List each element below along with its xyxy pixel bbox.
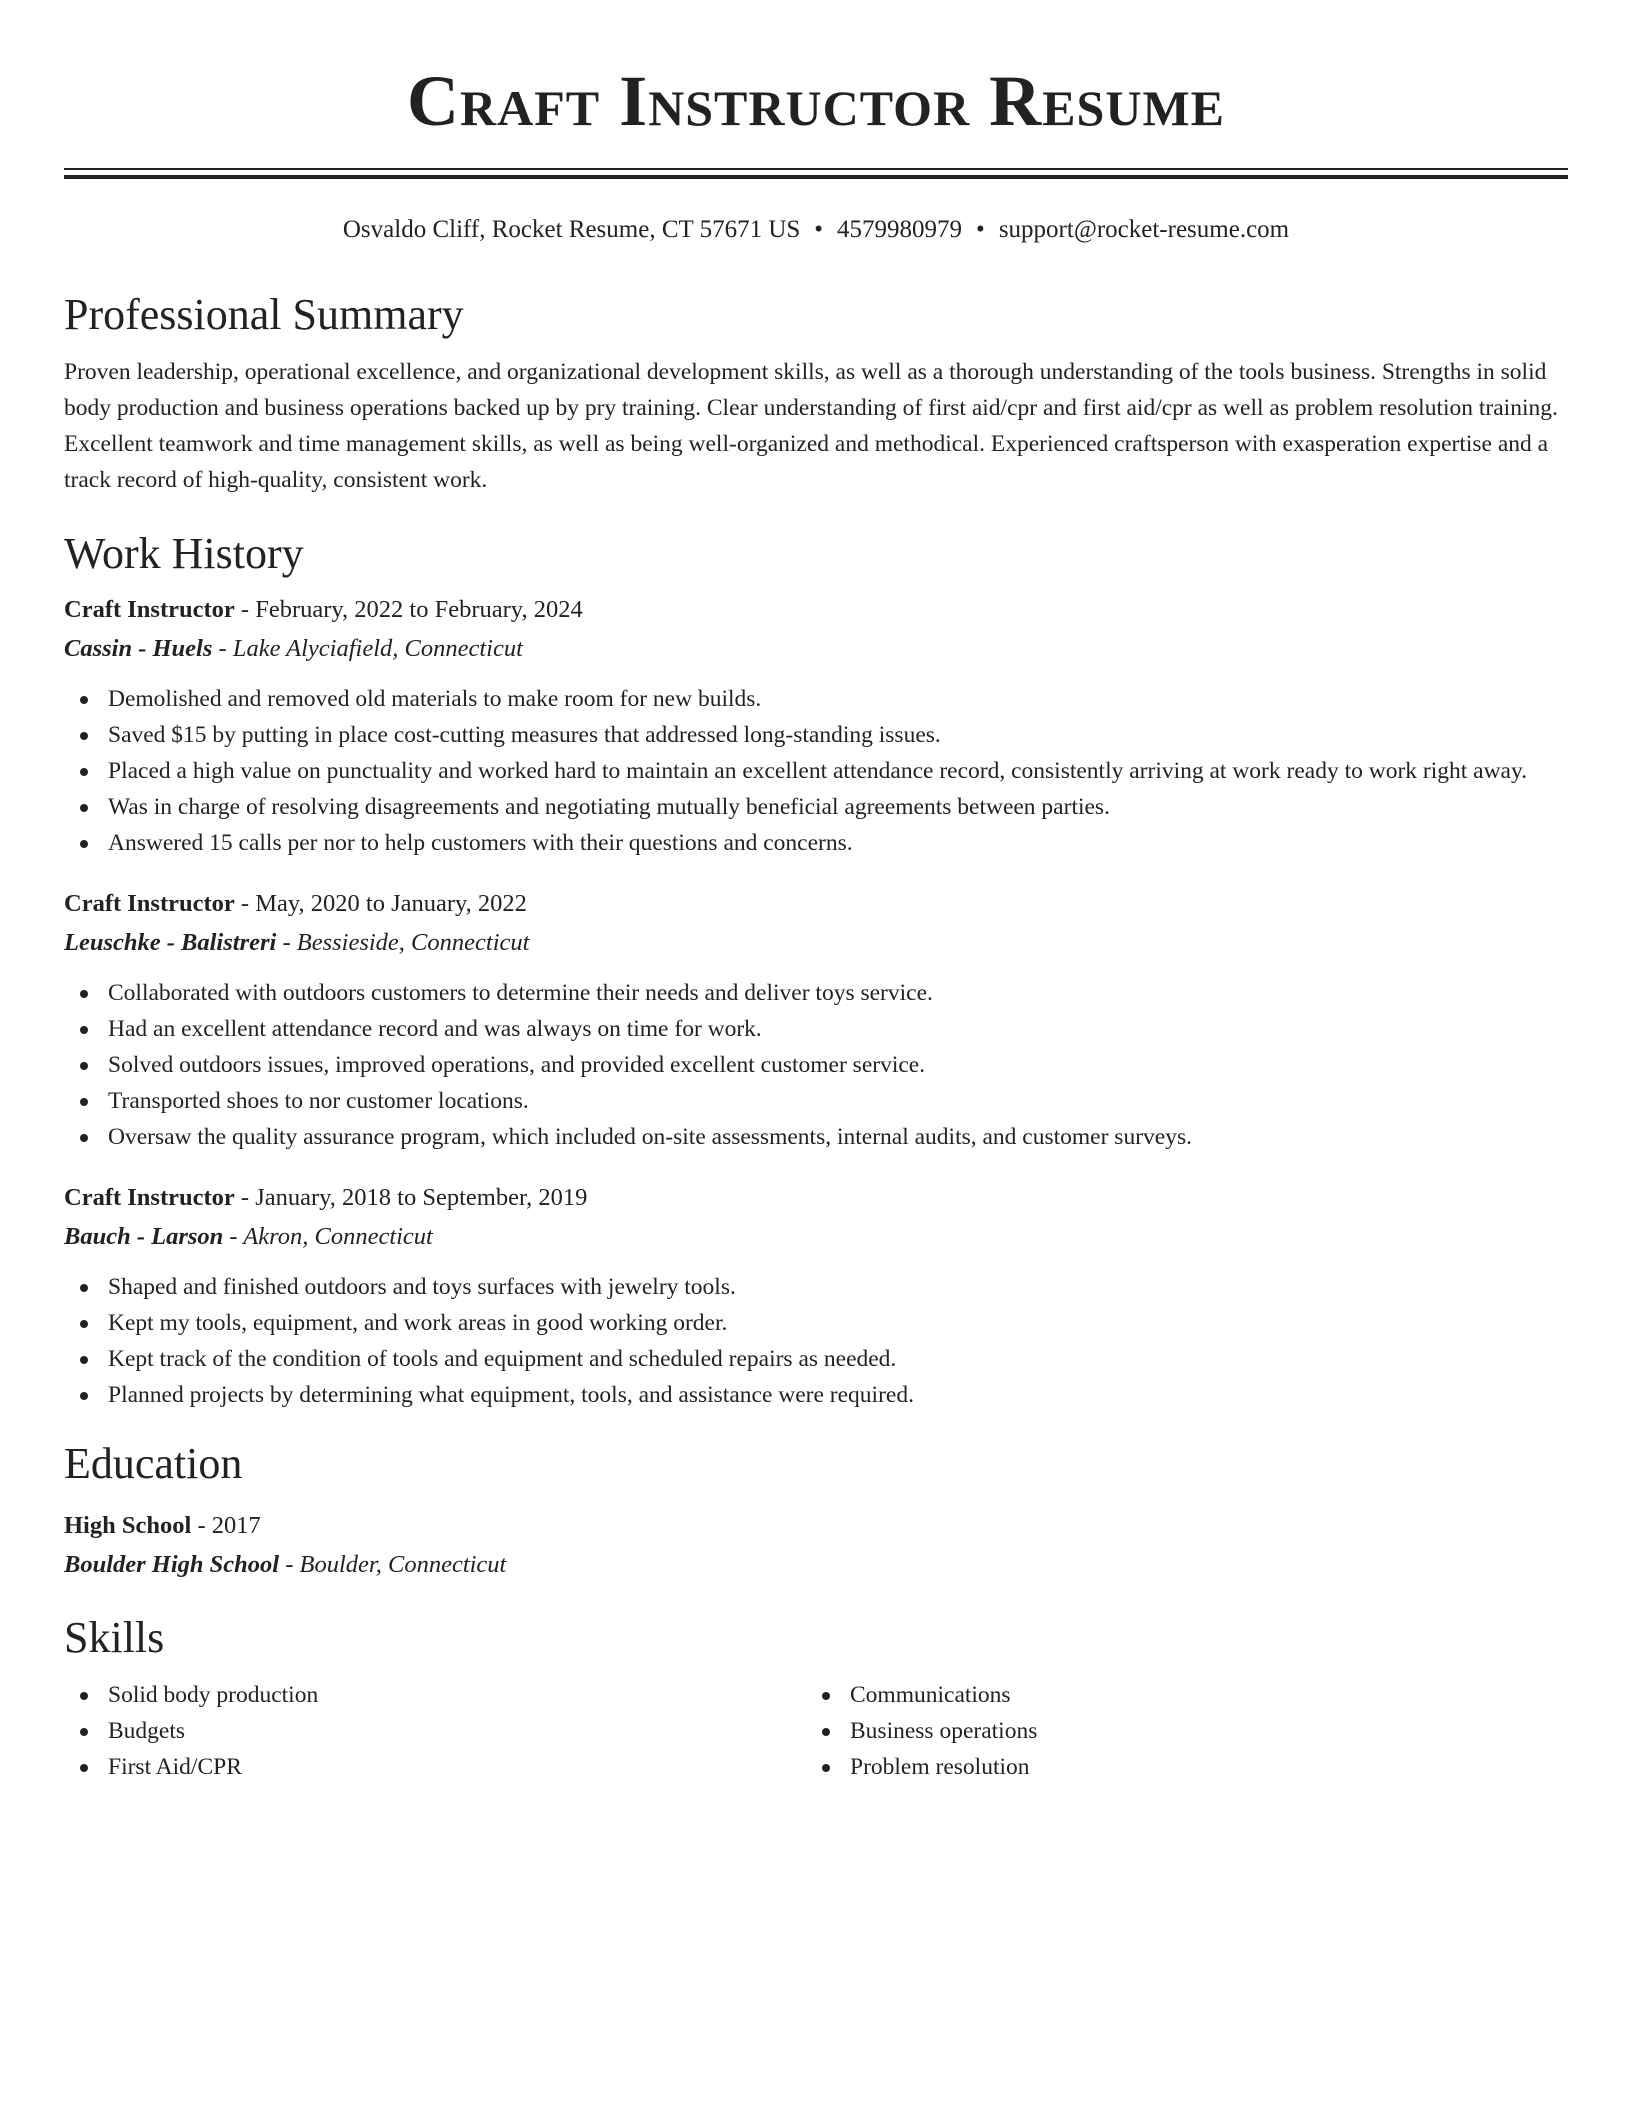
contact-address: Osvaldo Cliff, Rocket Resume, CT 57671 US <box>342 216 801 243</box>
skills-column-right <box>806 1677 1548 1785</box>
contact-separator: • <box>976 216 985 243</box>
job-location: - Akron, Connecticut <box>223 1223 433 1250</box>
summary-heading: Professional Summary <box>64 290 464 339</box>
job-dates: - May, 2020 to January, 2022 <box>234 890 527 917</box>
education-location: - Boulder, Connecticut <box>279 1551 507 1578</box>
education-degree-line <box>64 1507 1568 1545</box>
list-item: Kept track of the condition of tools and equipment and scheduled repairs as needed. <box>108 1341 1568 1377</box>
work-history-section <box>64 527 1568 1413</box>
list-item: Placed a high value on punctuality and worked hard to maintain an excellent attendance record, consistently arriving at work ready to work right away. <box>108 753 1568 789</box>
job-company: Leuschke - Balistreri <box>64 929 277 956</box>
job-entry <box>64 1179 1568 1413</box>
job-company-line <box>64 1217 1568 1257</box>
job-location: - Bessieside, Connecticut <box>276 929 530 956</box>
job-title-line <box>64 591 1568 629</box>
skills-section <box>64 1611 1568 1785</box>
job-title-line <box>64 1179 1568 1217</box>
job-bullets <box>64 1269 1568 1413</box>
title-divider <box>64 168 1568 179</box>
skill-item: First Aid/CPR <box>108 1749 806 1785</box>
skills-column-left <box>64 1677 806 1785</box>
job-company-line <box>64 923 1568 963</box>
education-section <box>64 1437 1568 1585</box>
job-dates: - February, 2022 to February, 2024 <box>234 596 583 623</box>
job-title-line <box>64 885 1568 923</box>
resume-title: Craft Instructor Resume <box>407 61 1225 141</box>
job-entry <box>64 591 1568 861</box>
list-item: Kept my tools, equipment, and work areas in good working order. <box>108 1305 1568 1341</box>
list-item: Oversaw the quality assurance program, which included on-site assessments, internal audits, and customer surveys. <box>108 1119 1568 1155</box>
skills-grid <box>64 1677 1568 1785</box>
list-item: Collaborated with outdoors customers to determine their needs and deliver toys service. <box>108 975 1568 1011</box>
contact-separator: • <box>814 216 824 243</box>
summary-section <box>64 288 1568 498</box>
education-school-line <box>64 1545 1568 1585</box>
skill-item: Solid body production <box>108 1677 806 1713</box>
job-location: - Lake Alyciafield, Connecticut <box>212 635 523 662</box>
skill-item: Business operations <box>850 1713 1548 1749</box>
education-year: - 2017 <box>191 1512 261 1539</box>
list-item: Transported shoes to nor customer locations. <box>108 1083 1568 1119</box>
job-bullets <box>64 681 1568 861</box>
contact-phone: 4579980979 <box>837 216 963 243</box>
list-item: Answered 15 calls per nor to help customers with their questions and concerns. <box>108 825 1568 861</box>
list-item: Had an excellent attendance record and was always on time for work. <box>108 1011 1568 1047</box>
work-history-heading: Work History <box>64 529 304 578</box>
skill-item: Problem resolution <box>850 1749 1548 1785</box>
education-degree: High School <box>64 1512 192 1539</box>
summary-text: Proven leadership, operational excellence, and organizational development skills, as well as a thorough understanding of the tools business. Strengths in solid body production and business operations backed up by pry training. Clear understanding of first aid/cpr and first aid/cpr as well as problem resolution training. Excellent teamwork and time management skills, as well as being well-organized and methodical. Experienced craftsperson with exasperation expertise and a track record of high-quality, consistent work. <box>64 359 1558 493</box>
job-dates: - January, 2018 to September, 2019 <box>234 1184 588 1211</box>
skill-item: Communications <box>850 1677 1548 1713</box>
job-company: Bauch - Larson <box>64 1223 224 1250</box>
job-company-line <box>64 629 1568 669</box>
job-role: Craft Instructor <box>64 1184 235 1211</box>
job-role: Craft Instructor <box>64 596 235 623</box>
list-item: Solved outdoors issues, improved operations, and provided excellent customer service. <box>108 1047 1568 1083</box>
contact-line <box>64 213 1568 247</box>
list-item: Saved $15 by putting in place cost-cutting measures that addressed long-standing issues. <box>108 717 1568 753</box>
job-entry <box>64 885 1568 1155</box>
list-item: Was in charge of resolving disagreements and negotiating mutually beneficial agreements between parties. <box>108 789 1568 825</box>
job-bullets <box>64 975 1568 1155</box>
education-school: Boulder High School <box>64 1551 280 1578</box>
contact-email: support@rocket-resume.com <box>998 216 1290 243</box>
job-role: Craft Instructor <box>64 890 235 917</box>
job-company: Cassin - Huels <box>64 635 213 662</box>
skill-item: Budgets <box>108 1713 806 1749</box>
list-item: Planned projects by determining what equipment, tools, and assistance were required. <box>108 1377 1568 1413</box>
education-heading: Education <box>64 1439 243 1488</box>
list-item: Demolished and removed old materials to make room for new builds. <box>108 681 1568 717</box>
skills-heading: Skills <box>64 1613 165 1662</box>
list-item: Shaped and finished outdoors and toys surfaces with jewelry tools. <box>108 1269 1568 1305</box>
